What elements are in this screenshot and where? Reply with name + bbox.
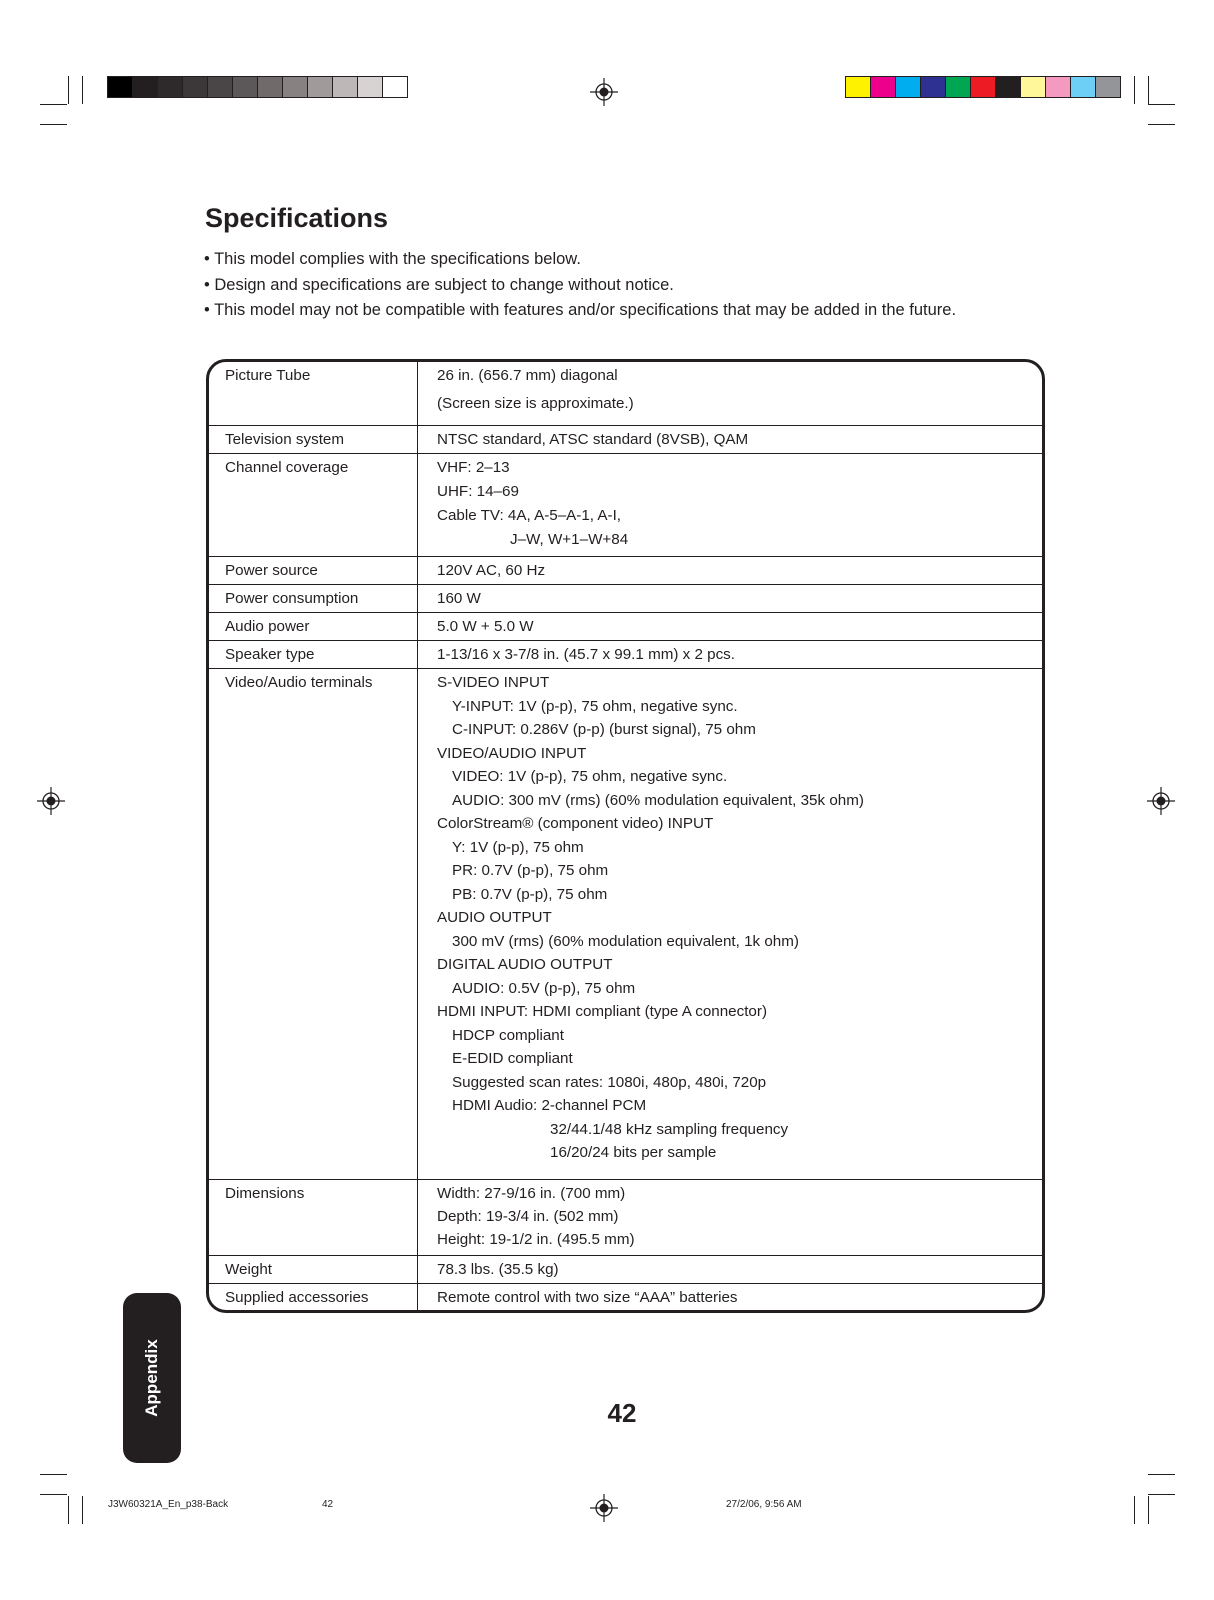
registration-mark-icon	[36, 786, 66, 816]
color-swatch	[208, 77, 233, 97]
spec-label: Channel coverage	[225, 459, 349, 476]
intro-bullet: • This model complies with the specifications below.	[204, 250, 581, 268]
spec-value-line: NTSC standard, ATSC standard (8VSB), QAM	[437, 431, 749, 448]
spec-value-line: S-VIDEO INPUT	[437, 674, 550, 691]
spec-label: Weight	[225, 1261, 272, 1278]
color-swatch	[258, 77, 283, 97]
registration-mark-icon	[589, 77, 619, 107]
spec-value-line: PB: 0.7V (p-p), 75 ohm	[452, 885, 608, 903]
spec-row	[209, 557, 1042, 585]
color-swatch	[971, 77, 996, 97]
spec-value-line: PR: 0.7V (p-p), 75 ohm	[452, 862, 609, 879]
spec-value-line: AUDIO: 0.5V (p-p), 75 ohm	[452, 979, 636, 997]
color-swatch	[1096, 77, 1120, 97]
spec-label: Power consumption	[225, 590, 359, 607]
spec-value-line: HDCP compliant	[452, 1026, 564, 1044]
spec-label: Audio power	[225, 618, 310, 635]
footer-file: J3W60321A_En_p38-Back	[108, 1499, 229, 1510]
color-bar	[845, 76, 1121, 98]
spec-value-line: C-INPUT: 0.286V (p-p) (burst signal), 75 ohm	[452, 721, 756, 738]
spec-label: Television system	[225, 431, 345, 448]
spec-row	[209, 362, 1042, 426]
spec-row	[209, 613, 1042, 641]
spec-row	[209, 1180, 1042, 1256]
color-swatch	[108, 77, 133, 97]
color-swatch	[1071, 77, 1096, 97]
spec-row	[209, 1256, 1042, 1284]
grayscale-bar	[107, 76, 408, 98]
spec-row	[209, 641, 1042, 669]
side-tab-label: Appendix	[142, 1339, 161, 1417]
spec-value-line: (Screen size is approximate.)	[437, 395, 634, 412]
spec-value-line: HDMI INPUT: HDMI compliant (type A connector)	[437, 1003, 767, 1020]
color-swatch	[358, 77, 383, 97]
spec-value-line: 78.3 lbs. (35.5 kg)	[437, 1261, 559, 1278]
spec-value-line: AUDIO OUTPUT	[437, 909, 552, 926]
spec-value-line: 120V AC, 60 Hz	[437, 562, 546, 579]
spec-value-line: J–W, W+1–W+84	[510, 531, 629, 548]
color-swatch	[233, 77, 258, 97]
spec-value-line: Suggested scan rates: 1080i, 480p, 480i, 720p	[452, 1073, 767, 1091]
spec-row	[209, 426, 1042, 454]
spec-label: Speaker type	[225, 646, 315, 663]
spec-value-line: Remote control with two size “AAA” batteries	[437, 1289, 738, 1306]
color-swatch	[333, 77, 358, 97]
spec-value-line: 16/20/24 bits per sample	[550, 1144, 717, 1161]
spec-value-line: ColorStream® (component video) INPUT	[437, 815, 714, 832]
spec-value-line: Y-INPUT: 1V (p-p), 75 ohm, negative sync.	[452, 697, 738, 715]
color-swatch	[1021, 77, 1046, 97]
spec-value-line: 32/44.1/48 kHz sampling frequency	[550, 1120, 789, 1138]
spec-row	[209, 585, 1042, 613]
spec-value-line: E-EDID compliant	[452, 1050, 573, 1067]
footer-page: 42	[322, 1499, 334, 1510]
registration-mark-icon	[589, 1493, 619, 1523]
spec-label: Supplied accessories	[225, 1289, 369, 1306]
spec-value-line: Height: 19-1/2 in. (495.5 mm)	[437, 1231, 635, 1248]
spec-table	[206, 359, 1045, 1313]
side-tab	[123, 1293, 181, 1463]
color-swatch	[158, 77, 183, 97]
spec-value-line: UHF: 14–69	[437, 483, 519, 500]
spec-label: Video/Audio terminals	[225, 674, 373, 691]
page-number: 42	[607, 1398, 637, 1428]
spec-value-line: 5.0 W + 5.0 W	[437, 618, 534, 635]
color-swatch	[896, 77, 921, 97]
intro-bullet: • This model may not be compatible with features and/or specifications that may be added in the future.	[204, 301, 957, 319]
registration-mark-icon	[1146, 786, 1176, 816]
footer-date: 27/2/06, 9:56 AM	[726, 1499, 802, 1510]
color-swatch	[183, 77, 208, 97]
spec-value-line: 26 in. (656.7 mm) diagonal	[437, 367, 618, 384]
page-title: Specifications	[205, 203, 389, 233]
color-swatch	[283, 77, 308, 97]
spec-row	[209, 1284, 1042, 1313]
color-swatch	[1046, 77, 1071, 97]
spec-row	[209, 454, 1042, 557]
spec-label: Dimensions	[225, 1185, 305, 1202]
spec-label: Power source	[225, 562, 318, 579]
spec-value-line: 300 mV (rms) (60% modulation equivalent, 1k ohm)	[452, 932, 799, 950]
spec-label: Picture Tube	[225, 367, 311, 384]
spec-value-line: VIDEO/AUDIO INPUT	[437, 744, 587, 762]
spec-value-line: HDMI Audio: 2-channel PCM	[452, 1097, 647, 1114]
color-swatch	[871, 77, 896, 97]
spec-row	[209, 669, 1042, 1180]
spec-value-line: AUDIO: 300 mV (rms) (60% modulation equivalent, 35k ohm)	[452, 791, 864, 809]
color-swatch	[308, 77, 333, 97]
spec-value-line: VIDEO: 1V (p-p), 75 ohm, negative sync.	[452, 768, 728, 785]
spec-value-line: 160 W	[437, 590, 481, 607]
spec-value-line: Cable TV: 4A, A-5–A-1, A-I,	[437, 507, 622, 524]
color-swatch	[383, 77, 407, 97]
color-swatch	[946, 77, 971, 97]
spec-value-line: Depth: 19-3/4 in. (502 mm)	[437, 1208, 619, 1225]
color-swatch	[133, 77, 158, 97]
spec-value-line: VHF: 2–13	[437, 459, 510, 476]
color-swatch	[996, 77, 1021, 97]
spec-value-line: Width: 27-9/16 in. (700 mm)	[437, 1185, 626, 1202]
color-swatch	[921, 77, 946, 97]
spec-value-line: 1-13/16 x 3-7/8 in. (45.7 x 99.1 mm) x 2 pcs.	[437, 646, 735, 663]
intro-bullet: • Design and specifications are subject to change without notice.	[204, 276, 674, 294]
color-swatch	[846, 77, 871, 97]
spec-value-line: DIGITAL AUDIO OUTPUT	[437, 956, 613, 973]
spec-value-line: Y: 1V (p-p), 75 ohm	[452, 838, 584, 856]
